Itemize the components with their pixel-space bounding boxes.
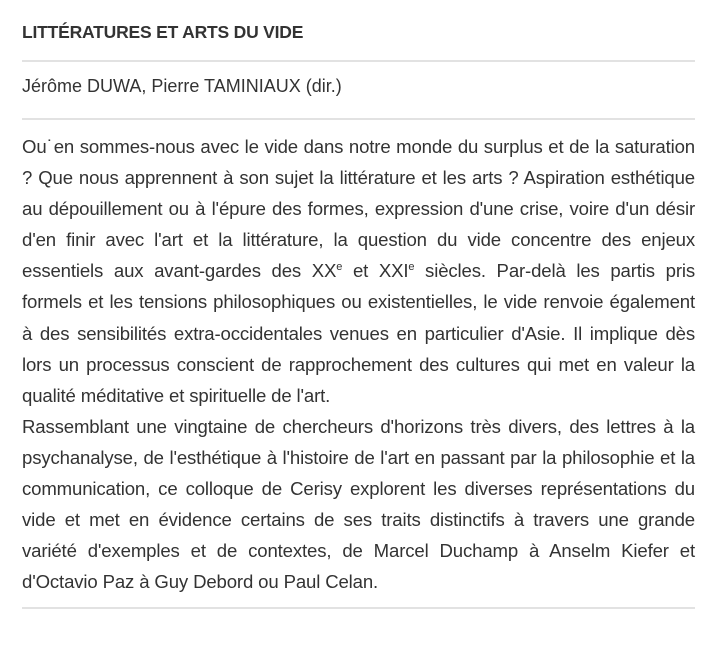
description-text: et XXI [342,260,409,282]
description-paragraph-1 [22,131,695,411]
book-description [22,120,695,609]
book-authors: Jérôme DUWA, Pierre TAMINIAUX (dir.) [22,62,695,120]
description-paragraph-2: Rassemblant une vingtaine de chercheurs d'horizons très divers, des lettres à la psychanalyse, de l'esthétique à l'histoire de l'art en passant par la philosophie et la communication, ce colloque de Cerisy explorent les diverses représentations du vide et met en évidence certains de ses traits distinctifs à travers une grande variété d'exemples et de contextes, de Marcel Duchamp à Anselm Kiefer et d'Octavio Paz à Guy Debord ou Paul Celan. [22,415,695,593]
superscript-e: e [336,261,343,274]
superscript-e: e [408,261,415,274]
description-text: siècles. Par-delà les partis pris formels et les tensions philosophiques ou existentielles, le vide renvoie également à des sensibilités extra-occidentales venues en particulier d'Asie. Il implique dès lors un processus conscient de rapprochement des cultures qui met en valeur la qualité méditative et spirituelle de l'art. [22,260,695,406]
book-title: LITTÉRATURES ET ARTS DU VIDE [22,0,695,62]
book-details [22,0,695,609]
description-text: Ou˙en sommes-nous avec le vide dans notre monde du surplus et de la saturation ? Que nous apprennent à son sujet la littérature et les arts ? Aspiration esthétique au dépouillement ou à l'épure des formes, expression d'une crise, voire d'un désir d'en finir avec l'art et la littérature, la question du vide concentre des enjeux essentiels aux avant-gardes des XX [22,136,695,282]
